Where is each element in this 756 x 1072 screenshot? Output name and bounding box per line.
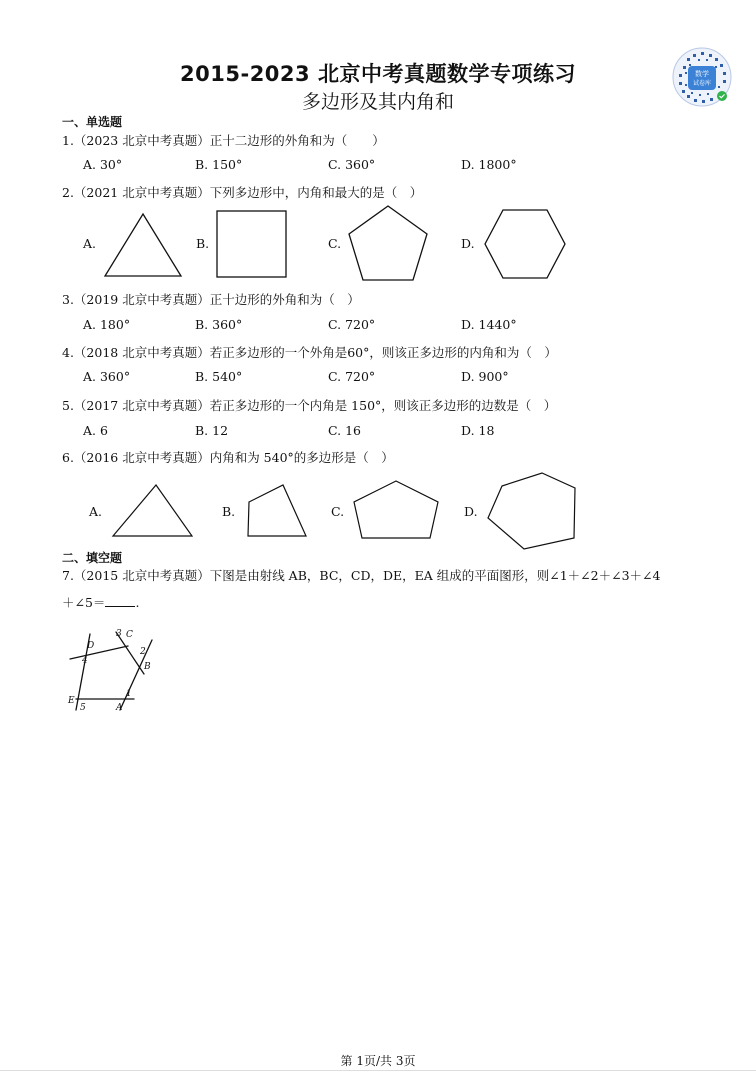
q7-line2-prefix: ＋∠5＝ <box>62 595 106 610</box>
q5-option-d[interactable]: D. 18 <box>461 423 495 438</box>
question-2-text: 2.（2021 北京中考真题）下列多边形中，内角和最大的是（ ） <box>62 185 423 200</box>
q2-triangle-figure[interactable] <box>102 212 184 280</box>
q6-option-c-label[interactable]: C. <box>331 504 345 519</box>
q1-option-b[interactable]: B. 150° <box>195 157 243 172</box>
page-title: 2015-2023 北京中考真题数学专项练习 <box>180 62 576 86</box>
q7-line2-suffix: . <box>135 595 140 610</box>
q7-angle-4: 4 <box>82 656 88 666</box>
page-bottom-divider <box>0 1070 756 1071</box>
q2-option-b-label[interactable]: B. <box>196 236 210 251</box>
q7-label-c: C <box>126 630 133 640</box>
question-5-text: 5.（2017 北京中考真题）若正多边形的一个内角是 150°，则该正多边形的边数是（ ） <box>62 398 557 413</box>
page-number: 第 1页/共 3页 <box>340 1054 416 1068</box>
q4-option-b[interactable]: B. 540° <box>195 369 243 384</box>
q7-label-d: D <box>87 641 95 651</box>
svg-text:试卷库: 试卷库 <box>692 80 712 87</box>
q2-option-a-label[interactable]: A. <box>83 236 97 251</box>
q3-option-a[interactable]: A. 180° <box>83 317 131 332</box>
q2-square-figure[interactable] <box>215 208 289 280</box>
q2-option-c-label[interactable]: C. <box>328 236 342 251</box>
q5-option-c[interactable]: C. 16 <box>328 423 361 438</box>
section-heading-fill-blank: 二、填空题 <box>62 551 123 565</box>
q4-option-c[interactable]: C. 720° <box>328 369 376 384</box>
question-7-text-line1: 7.（2015 北京中考真题）下图是由射线 AB，BC，CD，DE，EA 组成的平面图形，则∠1＋∠2＋∠3＋∠4 <box>62 568 661 583</box>
question-1-text: 1.（2023 北京中考真题）正十二边形的外角和为（ ） <box>62 133 385 148</box>
qr-code-icon[interactable] <box>671 46 733 108</box>
q7-angle-3: 3 <box>116 629 122 639</box>
question-7-text-line2 <box>62 593 139 611</box>
q1-option-a[interactable]: A. 30° <box>83 157 123 172</box>
question-4-text: 4.（2018 北京中考真题）若正多边形的一个外角是60°，则该正多边形的内角和为（ ） <box>62 345 557 360</box>
q7-angle-2: 2 <box>140 647 146 657</box>
q6-pentagon-figure[interactable] <box>350 478 442 542</box>
question-3-text: 3.（2019 北京中考真题）正十边形的外角和为（ ） <box>62 292 360 307</box>
q7-label-e: E <box>68 696 75 706</box>
q7-angle-1: 1 <box>126 689 132 699</box>
q1-option-c[interactable]: C. 360° <box>328 157 376 172</box>
page-subtitle: 多边形及其内角和 <box>301 91 454 113</box>
svg-text:数学: 数学 <box>695 70 709 78</box>
q2-pentagon-figure[interactable] <box>345 203 431 283</box>
q6-triangle-figure[interactable] <box>110 482 196 540</box>
q5-option-a[interactable]: A. 6 <box>83 423 108 438</box>
q5-option-b[interactable]: B. 12 <box>195 423 229 438</box>
q2-hexagon-figure[interactable] <box>482 207 568 281</box>
q7-label-a: A <box>116 703 123 713</box>
q3-option-c[interactable]: C. 720° <box>328 317 376 332</box>
q7-angle-5: 5 <box>80 703 86 713</box>
q6-option-b-label[interactable]: B. <box>222 504 236 519</box>
q3-option-b[interactable]: B. 360° <box>195 317 243 332</box>
question-6-text: 6.（2016 北京中考真题）内角和为 540°的多边形是（ ） <box>62 450 394 465</box>
q4-option-a[interactable]: A. 360° <box>83 369 131 384</box>
q6-option-a-label[interactable]: A. <box>89 504 103 519</box>
q6-quadrilateral-figure[interactable] <box>243 482 309 540</box>
q6-option-d-label[interactable]: D. <box>464 504 478 519</box>
q2-option-d-label[interactable]: D. <box>461 236 475 251</box>
q6-hexagon-figure[interactable] <box>484 470 580 552</box>
q1-option-d[interactable]: D. 1800° <box>461 157 517 172</box>
q7-label-b: B <box>144 662 151 672</box>
section-heading-single-choice: 一、单选题 <box>62 115 123 129</box>
q4-option-d[interactable]: D. 900° <box>461 369 509 384</box>
q7-answer-blank[interactable] <box>105 594 135 607</box>
q3-option-d[interactable]: D. 1440° <box>461 317 517 332</box>
q7-rays-figure <box>64 622 168 718</box>
